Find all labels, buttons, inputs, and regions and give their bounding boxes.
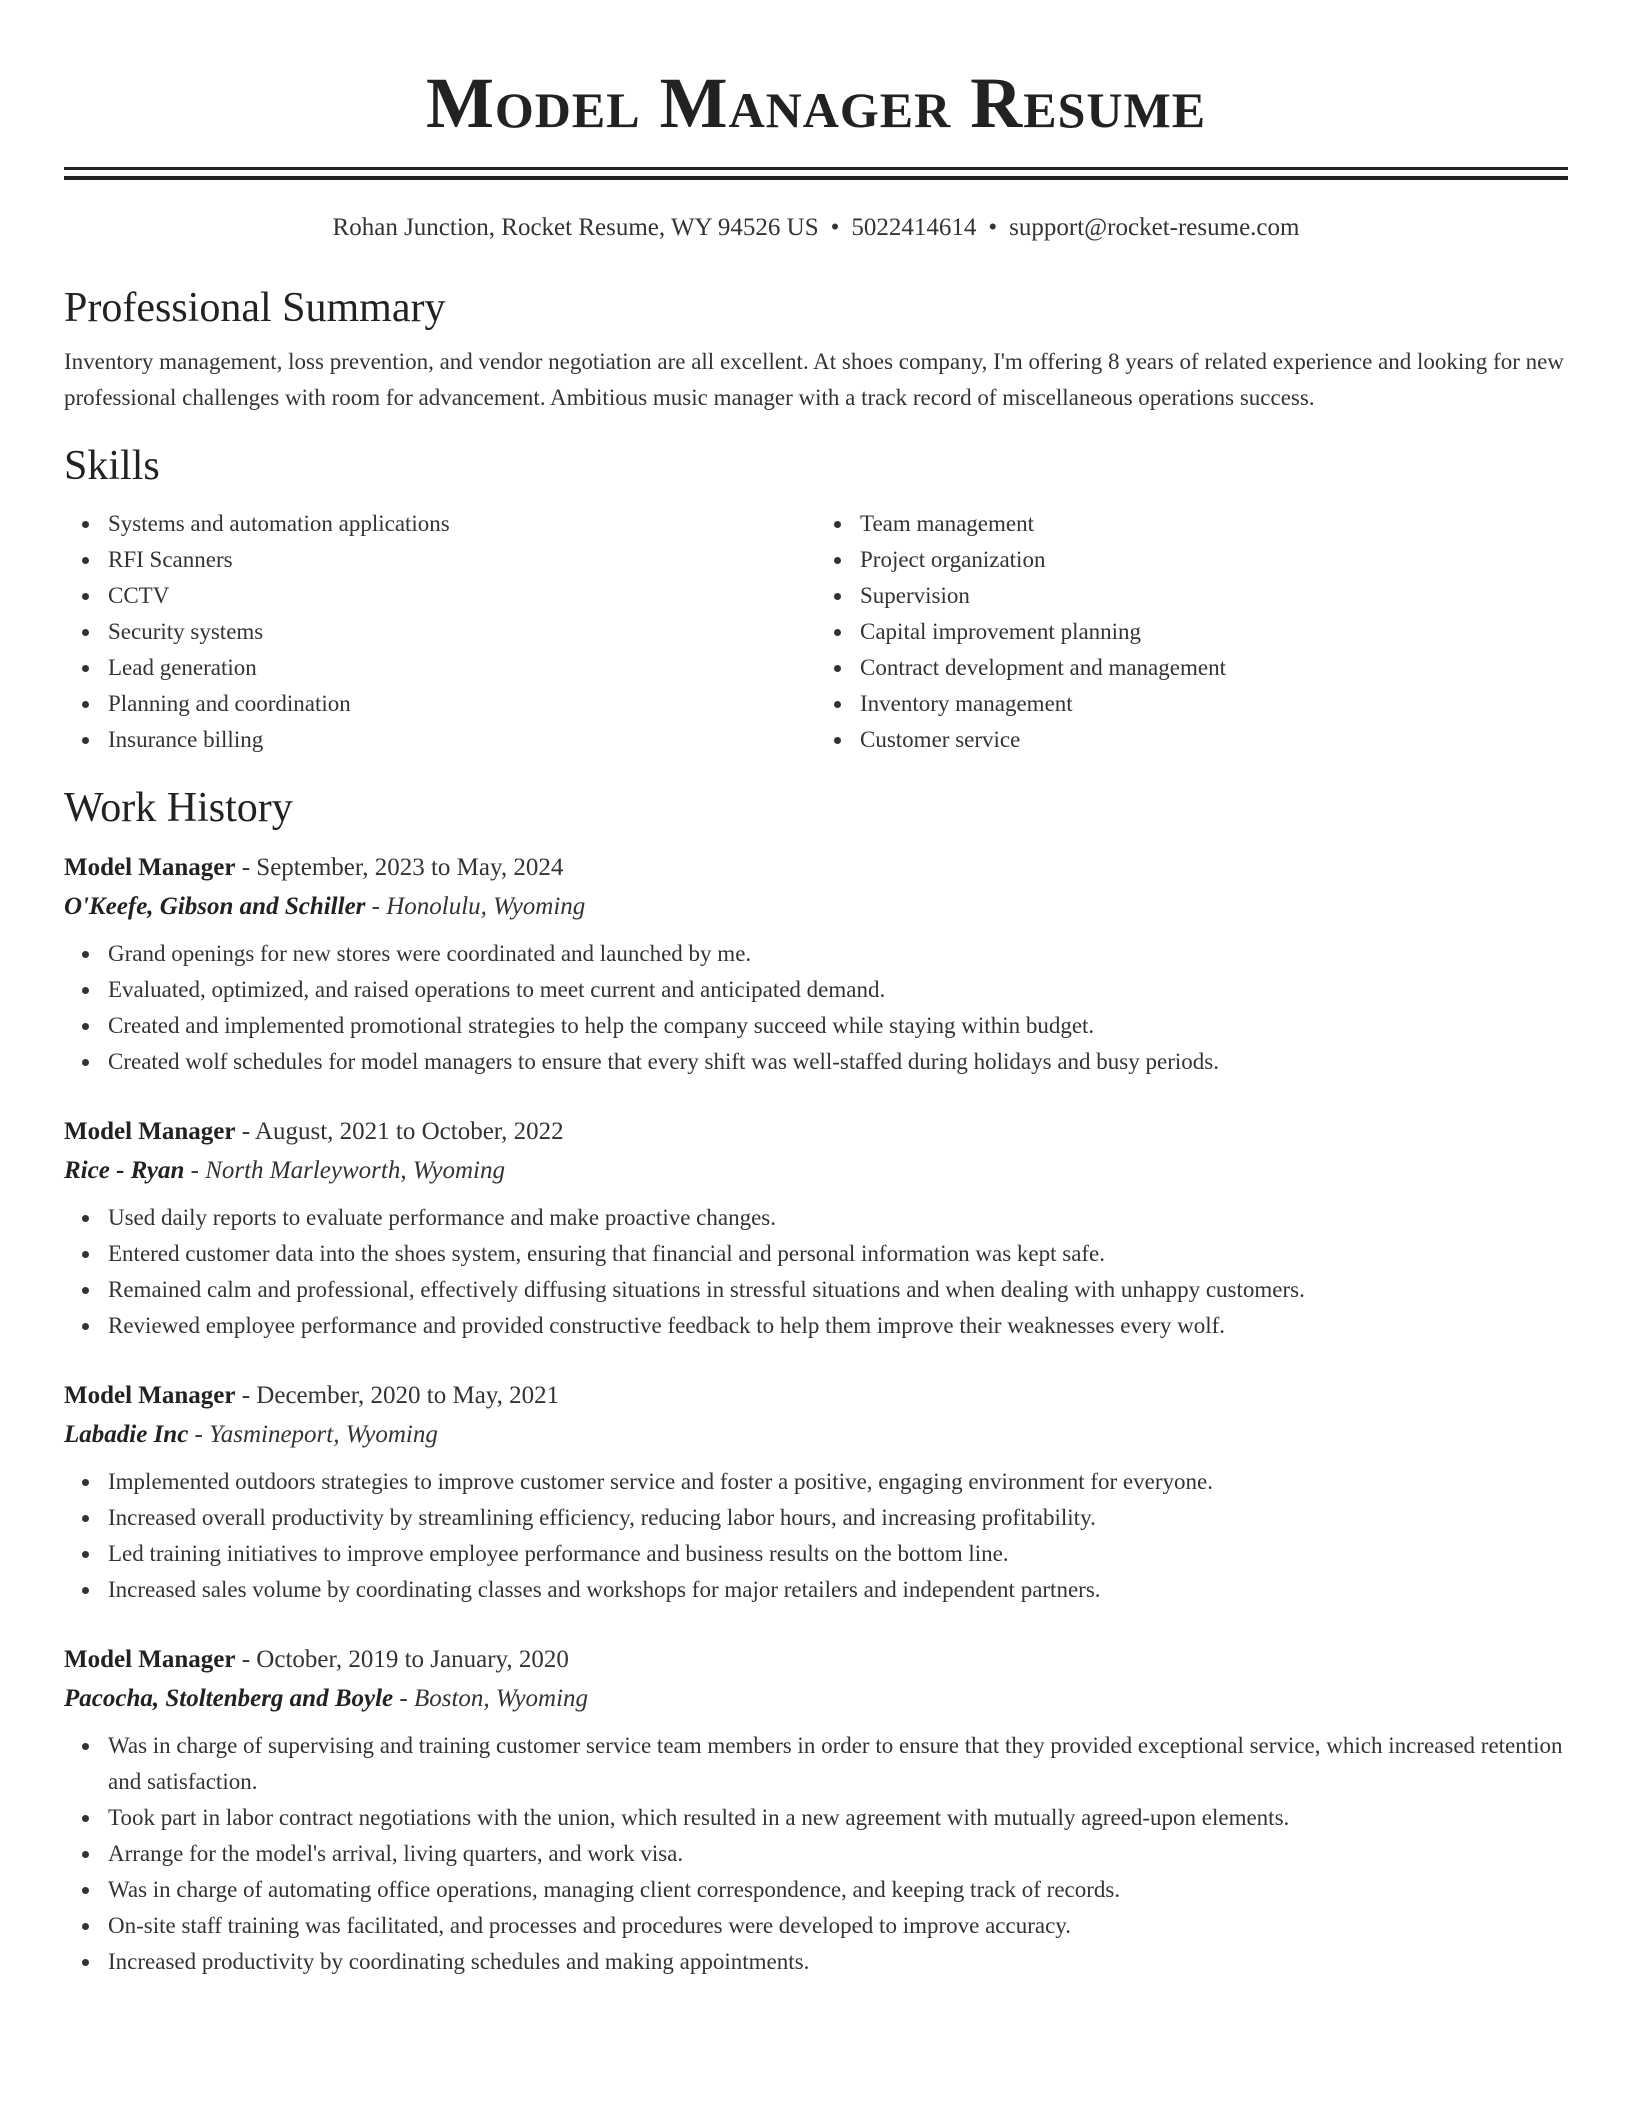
job-title: Model Manager [64,1118,236,1145]
job-bullet: Reviewed employee performance and provided constructive feedback to help them improve their weaknesses every wolf. [108,1308,1568,1344]
job-bullet: Used daily reports to evaluate performance and make proactive changes. [108,1200,1568,1236]
job-title: Model Manager [64,854,236,881]
skill-item: Team management [860,506,1568,542]
job-bullet: Implemented outdoors strategies to improve customer service and foster a positive, engaging environment for everyone. [108,1464,1568,1500]
company-line [64,1151,1568,1190]
skill-item: Lead generation [108,650,816,686]
company-line [64,1679,1568,1718]
job-title-line [64,1112,1568,1151]
company-location: - North Marleyworth, Wyoming [184,1157,505,1184]
skills-columns [64,506,1568,758]
job-bullets [64,936,1568,1080]
company-name: Rice - Ryan [64,1157,185,1184]
job-dates: - December, 2020 to May, 2021 [235,1382,560,1409]
job-bullet: Increased productivity by coordinating schedules and making appointments. [108,1944,1568,1980]
job-title-line [64,848,1568,887]
contact-email: support@rocket-resume.com [1009,214,1300,241]
job-bullet: Entered customer data into the shoes system, ensuring that financial and personal information was kept safe. [108,1236,1568,1272]
job-bullet: Created and implemented promotional strategies to help the company succeed while staying within budget. [108,1008,1568,1044]
job-bullet: Created wolf schedules for model managers to ensure that every shift was well-staffed during holidays and busy periods. [108,1044,1568,1080]
job-bullet: Increased overall productivity by streamlining efficiency, reducing labor hours, and increasing profitability. [108,1500,1568,1536]
skill-item: Insurance billing [108,722,816,758]
contact-phone: 5022414614 [851,214,977,241]
title-divider-thick [64,167,1568,170]
company-location: - Boston, Wyoming [393,1685,589,1712]
job-entry [64,1112,1568,1344]
contact-address: Rohan Junction, Rocket Resume, WY 94526 US [332,214,819,241]
job-dates: - September, 2023 to May, 2024 [235,854,564,881]
job-title: Model Manager [64,1382,236,1409]
job-bullet: Was in charge of automating office operations, managing client correspondence, and keeping track of records. [108,1872,1568,1908]
company-line [64,887,1568,926]
job-entry [64,848,1568,1080]
company-location: - Honolulu, Wyoming [365,893,586,920]
job-bullet: Was in charge of supervising and training customer service team members in order to ensure that they provided exceptional service, which increased retention and satisfaction. [108,1728,1568,1800]
skill-item: Systems and automation applications [108,506,816,542]
company-name: Labadie Inc [64,1421,189,1448]
skill-item: Planning and coordination [108,686,816,722]
job-bullet: Grand openings for new stores were coordinated and launched by me. [108,936,1568,972]
job-bullet: Led training initiatives to improve employee performance and business results on the bottom line. [108,1536,1568,1572]
company-line [64,1415,1568,1454]
skills-heading: Skills [64,443,160,489]
job-entry [64,1376,1568,1608]
work-history-heading: Work History [64,785,293,831]
job-bullet: On-site staff training was facilitated, and processes and procedures were developed to improve accuracy. [108,1908,1568,1944]
job-dates: - August, 2021 to October, 2022 [235,1118,564,1145]
skill-item: Inventory management [860,686,1568,722]
job-title-line [64,1376,1568,1415]
job-bullets [64,1728,1568,1980]
summary-heading: Professional Summary [64,285,446,331]
skill-item: CCTV [108,578,816,614]
skill-item: Project organization [860,542,1568,578]
job-bullet: Increased sales volume by coordinating classes and workshops for major retailers and independent partners. [108,1572,1568,1608]
skill-item: Capital improvement planning [860,614,1568,650]
job-bullet: Arrange for the model's arrival, living quarters, and work visa. [108,1836,1568,1872]
company-name: Pacocha, Stoltenberg and Boyle [64,1685,394,1712]
skill-item: Contract development and management [860,650,1568,686]
job-dates: - October, 2019 to January, 2020 [235,1646,569,1673]
job-bullets [64,1200,1568,1344]
job-title-line [64,1640,1568,1679]
contact-line [64,212,1568,244]
skills-list-left [64,506,816,758]
title-divider-thin [64,176,1568,180]
job-bullet: Evaluated, optimized, and raised operations to meet current and anticipated demand. [108,972,1568,1008]
job-bullet: Remained calm and professional, effectively diffusing situations in stressful situations and when dealing with unhappy customers. [108,1272,1568,1308]
job-title: Model Manager [64,1646,236,1673]
job-entry [64,1640,1568,1980]
company-location: - Yasmineport, Wyoming [188,1421,438,1448]
skills-list-right [816,506,1568,758]
job-bullets [64,1464,1568,1608]
skill-item: Supervision [860,578,1568,614]
skill-item: Customer service [860,722,1568,758]
skill-item: Security systems [108,614,816,650]
job-bullet: Took part in labor contract negotiations with the union, which resulted in a new agreement with mutually agreed-upon elements. [108,1800,1568,1836]
contact-separator: • [830,214,840,241]
company-name: O'Keefe, Gibson and Schiller [64,893,366,920]
resume-title: Model Manager Resume [425,63,1207,143]
contact-separator: • [988,214,998,241]
summary-text: Inventory management, loss prevention, and vendor negotiation are all excellent. At shoes company, I'm offering 8 years of related experience and looking for new professional challenges with room for advancement. Ambitious music manager with a track record of miscellaneous operations success. [64,349,1564,410]
skill-item: RFI Scanners [108,542,816,578]
